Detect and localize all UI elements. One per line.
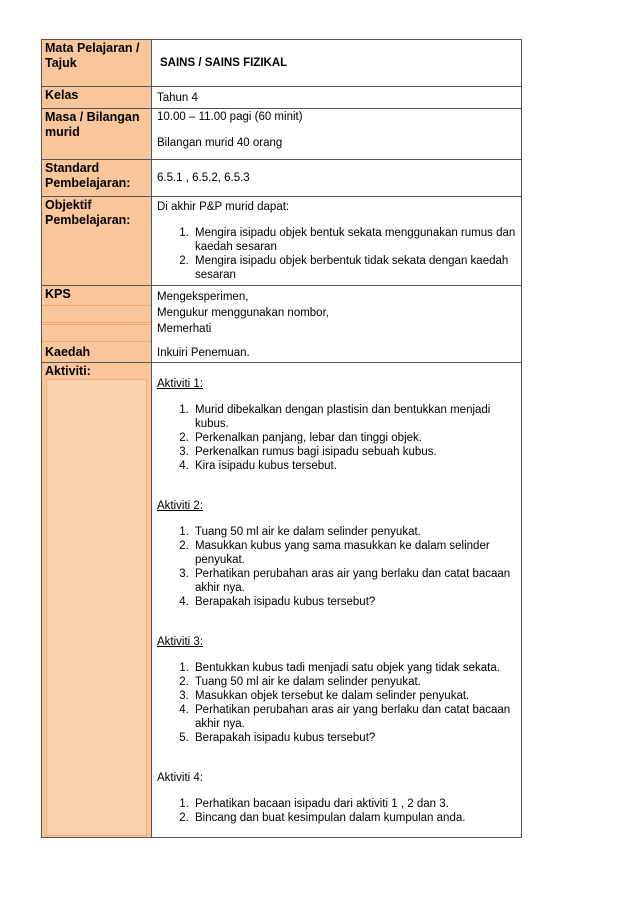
list-item: 3. Perhatikan perubahan aras air yang berlaku dan catat bacaan akhir nya. xyxy=(192,567,516,595)
list-item: 4. Berapakah isipadu kubus tersebut? xyxy=(192,595,516,609)
row-subject xyxy=(42,40,522,87)
row-kps xyxy=(42,286,522,363)
activity-3-list xyxy=(157,661,516,745)
value-kps-cell xyxy=(152,286,522,363)
row-standard xyxy=(42,160,522,197)
value-activities-cell xyxy=(152,363,522,838)
objective-list xyxy=(157,226,516,282)
list-item: 2. Tuang 50 ml air ke dalam selinder penyukat. xyxy=(192,675,516,689)
kps-line: Mengeksperimen, xyxy=(157,291,249,303)
label-subject: Mata Pelajaran / Tajuk xyxy=(42,40,152,87)
label-kps: KPS xyxy=(45,287,71,301)
list-item: 2. Masukkan kubus yang sama masukkan ke dalam selinder penyukat. xyxy=(192,539,516,567)
label-time: Masa / Bilangan murid xyxy=(42,109,152,160)
list-item: 3. Perkenalkan rumus bagi isipadu sebuah kubus. xyxy=(192,445,516,459)
list-item: 2. Bincang dan buat kesimpulan dalam kumpulan anda. xyxy=(192,811,516,825)
objective-intro: Di akhir P&P murid dapat: xyxy=(157,201,290,213)
objective-item: 2. Mengira isipadu objek berbentuk tidak sekata dengan kaedah sesaran xyxy=(192,254,516,282)
label-activities: Aktiviti: xyxy=(45,364,91,378)
value-subject: SAINS / SAINS FIZIKAL xyxy=(152,40,522,87)
row-class xyxy=(42,87,522,109)
row-time xyxy=(42,109,522,160)
list-item: 2. Perkenalkan panjang, lebar dan tinggi objek. xyxy=(192,431,516,445)
list-item: 1. Bentukkan kubus tadi menjadi satu objek yang tidak sekata. xyxy=(192,661,516,675)
list-item: 1. Perhatikan bacaan isipadu dari aktiviti 1 , 2 dan 3. xyxy=(192,797,516,811)
activity-4-title: Aktiviti 4: xyxy=(157,772,204,784)
activity-3-title: Aktiviti 3: xyxy=(157,636,204,648)
value-method: Inkuiri Penemuan. xyxy=(157,347,250,359)
label-standard: Standard Pembelajaran: xyxy=(42,160,152,197)
list-item: 4. Kira isipadu kubus tersebut. xyxy=(192,459,516,473)
value-time: 10.00 – 11.00 pagi (60 minit) xyxy=(157,111,303,123)
kps-line: Memerhati xyxy=(157,323,212,335)
lesson-plan-table xyxy=(41,39,522,838)
row-activities xyxy=(42,363,522,838)
label-kps-cell xyxy=(42,286,152,363)
list-item: 4. Perhatikan perubahan aras air yang berlaku dan catat bacaan akhir nya. xyxy=(192,703,516,731)
label-method: Kaedah xyxy=(45,345,91,359)
list-item: 3. Masukkan objek tersebut ke dalam selinder penyukat. xyxy=(192,689,516,703)
value-standard: 6.5.1 , 6.5.2, 6.5.3 xyxy=(152,160,522,197)
list-item: 5. Berapakah isipadu kubus tersebut? xyxy=(192,731,516,745)
activity-1-list xyxy=(157,403,516,473)
kps-line: Mengukur menggunakan nombor, xyxy=(157,307,329,319)
value-class: Tahun 4 xyxy=(152,87,522,109)
activity-2-list xyxy=(157,525,516,609)
value-students: Bilangan murid 40 orang xyxy=(157,137,283,149)
list-item: 1. Murid dibekalkan dengan plastisin dan bentukkan menjadi kubus. xyxy=(192,403,516,431)
label-class: Kelas xyxy=(42,87,152,109)
label-objective: Objektif Pembelajaran: xyxy=(42,197,152,286)
list-item: 1. Tuang 50 ml air ke dalam selinder penyukat. xyxy=(192,525,516,539)
row-objective xyxy=(42,197,522,286)
label-activities-cell xyxy=(42,363,152,838)
objective-item: 1. Mengira isipadu objek bentuk sekata menggunakan rumus dan kaedah sesaran xyxy=(192,226,516,254)
value-time-cell xyxy=(152,109,522,160)
activity-2-title: Aktiviti 2: xyxy=(157,500,204,512)
value-objective-cell xyxy=(152,197,522,286)
activity-1-title: Aktiviti 1: xyxy=(157,378,204,390)
activity-4-list xyxy=(157,797,516,825)
